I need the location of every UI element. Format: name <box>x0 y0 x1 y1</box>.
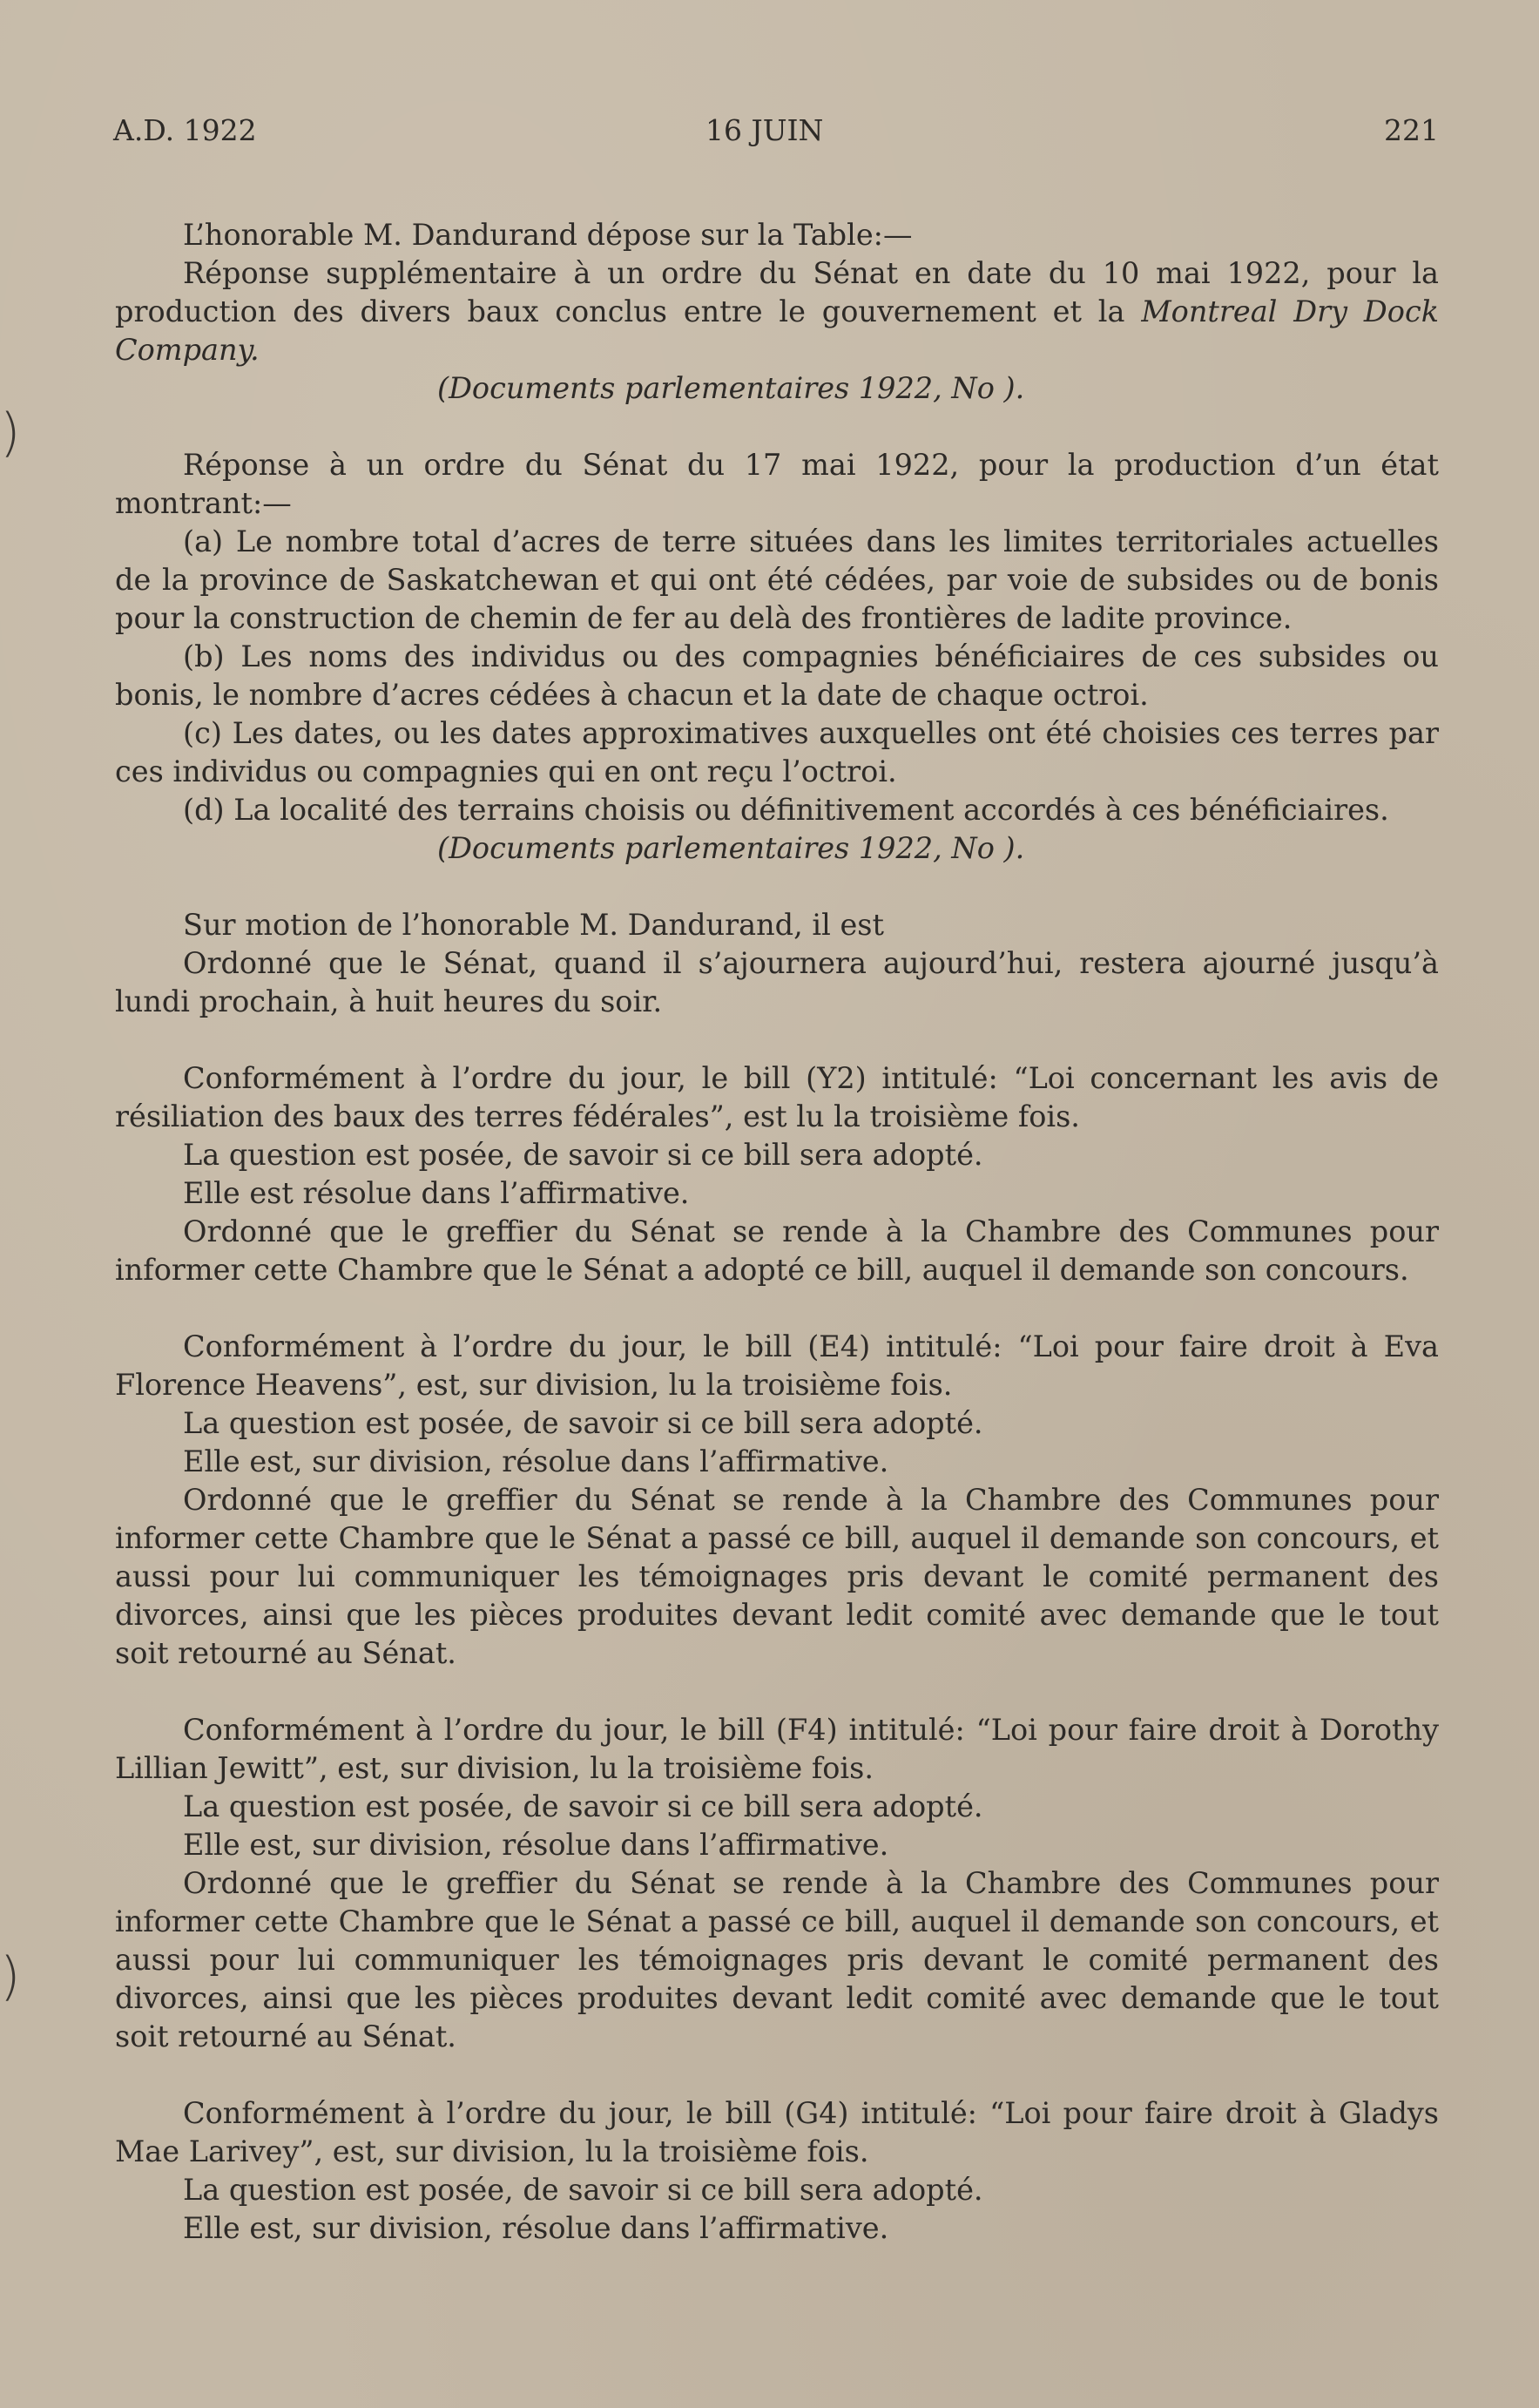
paragraph: Sur motion de l’honorable M. Dandurand, il est <box>183 908 884 942</box>
spacer <box>115 1289 1439 1328</box>
paragraph: Ordonné que le greffier du Sénat se rende à la Chambre des Communes pour informer cette Chambre que le Sénat a passé ce bill, auquel il demande son concours, et aussi pour lui communiquer les témoignages pris devant le comité permanent des divorces, ainsi que les pièces produites devant ledit comité avec demande que le tout soit retourné au Sénat. <box>115 1866 1439 2053</box>
spacer <box>115 1021 1439 1059</box>
paragraph: Conformément à l’ordre du jour, le bill (Y2) intitulé: “Loi concernant les avis de résiliation des baux des terres fédérales”, est lu la troisième fois. <box>115 1061 1439 1133</box>
header-year: A.D. 1922 <box>113 113 257 147</box>
paragraph <box>115 254 1439 369</box>
page-header <box>113 113 1439 157</box>
paragraph-text: Réponse supplémentaire à un ordre du Sénat en date du 10 mai 1922, pour la production des divers baux conclus entre le gouvernement et la <box>115 256 1439 328</box>
paragraph: La question est posée, de savoir si ce bill sera adopté. <box>183 1789 983 1823</box>
spacer <box>115 1673 1439 1711</box>
header-date: 16 JUIN <box>705 113 824 147</box>
margin-bracket-mark: ) <box>0 402 21 463</box>
paragraph: Elle est, sur division, résolue dans l’affirmative. <box>183 1828 889 1862</box>
body-text <box>115 216 1439 2248</box>
paragraph: Elle est résolue dans l’affirmative. <box>183 1176 690 1210</box>
company-name: Montreal Dry Dock Company. <box>115 294 1440 367</box>
document-reference: (Documents parlementaires 1922, No ). <box>437 831 1025 865</box>
list-item: (b) Les noms des individus ou des compagnies bénéficiaires de ces subsides ou bonis, le nombre d’acres cédées à chacun et la date de chaque octroi. <box>115 639 1439 712</box>
spacer <box>115 868 1439 906</box>
list-item: (d) La localité des terrains choisis ou définitivement accordés à ces bénéficiaires. <box>183 793 1389 827</box>
paragraph: La question est posée, de savoir si ce bill sera adopté. <box>183 2173 983 2207</box>
paragraph: Conformément à l’ordre du jour, le bill (G4) intitulé: “Loi pour faire droit à Gladys Mae Larivey”, est, sur division, lu la troisième fois. <box>115 2096 1439 2168</box>
paragraph: La question est posée, de savoir si ce bill sera adopté. <box>183 1138 983 1172</box>
list-item: (c) Les dates, ou les dates approximatives auxquelles ont été choisies ces terres par ces individus ou compagnies qui en ont reçu l’octroi. <box>115 716 1439 788</box>
paragraph: Elle est, sur division, résolue dans l’affirmative. <box>183 1444 889 1478</box>
paragraph: Ordonné que le greffier du Sénat se rende à la Chambre des Communes pour informer cette Chambre que le Sénat a passé ce bill, auquel il demande son concours, et aussi pour lui communiquer les témoignages pris devant le comité permanent des divorces, ainsi que les pièces produites devant ledit comité avec demande que le tout soit retourné au Sénat. <box>115 1483 1439 1670</box>
paragraph: La question est posée, de savoir si ce bill sera adopté. <box>183 1406 983 1440</box>
paragraph: Elle est, sur division, résolue dans l’affirmative. <box>183 2211 889 2245</box>
spacer <box>115 2056 1439 2094</box>
paragraph: Conformément à l’ordre du jour, le bill (E4) intitulé: “Loi pour faire droit à Eva Florence Heavens”, est, sur division, lu la troisième fois. <box>115 1329 1439 1402</box>
document-reference: (Documents parlementaires 1922, No ). <box>437 371 1025 405</box>
paragraph: Réponse à un ordre du Sénat du 17 mai 1922, pour la production d’un état montrant:— <box>115 448 1439 520</box>
paragraph: L’honorable M. Dandurand dépose sur la Table:— <box>183 218 913 252</box>
paragraph: Ordonné que le greffier du Sénat se rende à la Chambre des Communes pour informer cette Chambre que le Sénat a adopté ce bill, auquel il demande son concours. <box>115 1214 1439 1287</box>
paragraph: Ordonné que le Sénat, quand il s’ajournera aujourd’hui, restera ajourné jusqu’à lundi prochain, à huit heures du soir. <box>115 946 1439 1018</box>
spacer <box>115 408 1439 446</box>
margin-bracket-mark: ) <box>0 1946 21 2007</box>
list-item: (a) Le nombre total d’acres de terre situées dans les limites territoriales actuelles de la province de Saskatchewan et qui ont été cédées, par voie de subsides ou de bonis pour la construction de chemin de fer au delà des frontières de ladite province. <box>115 524 1439 635</box>
paragraph: Conformément à l’ordre du jour, le bill (F4) intitulé: “Loi pour faire droit à Dorothy Lillian Jewitt”, est, sur division, lu la troisième fois. <box>115 1713 1439 1785</box>
page-number: 221 <box>1384 113 1439 147</box>
